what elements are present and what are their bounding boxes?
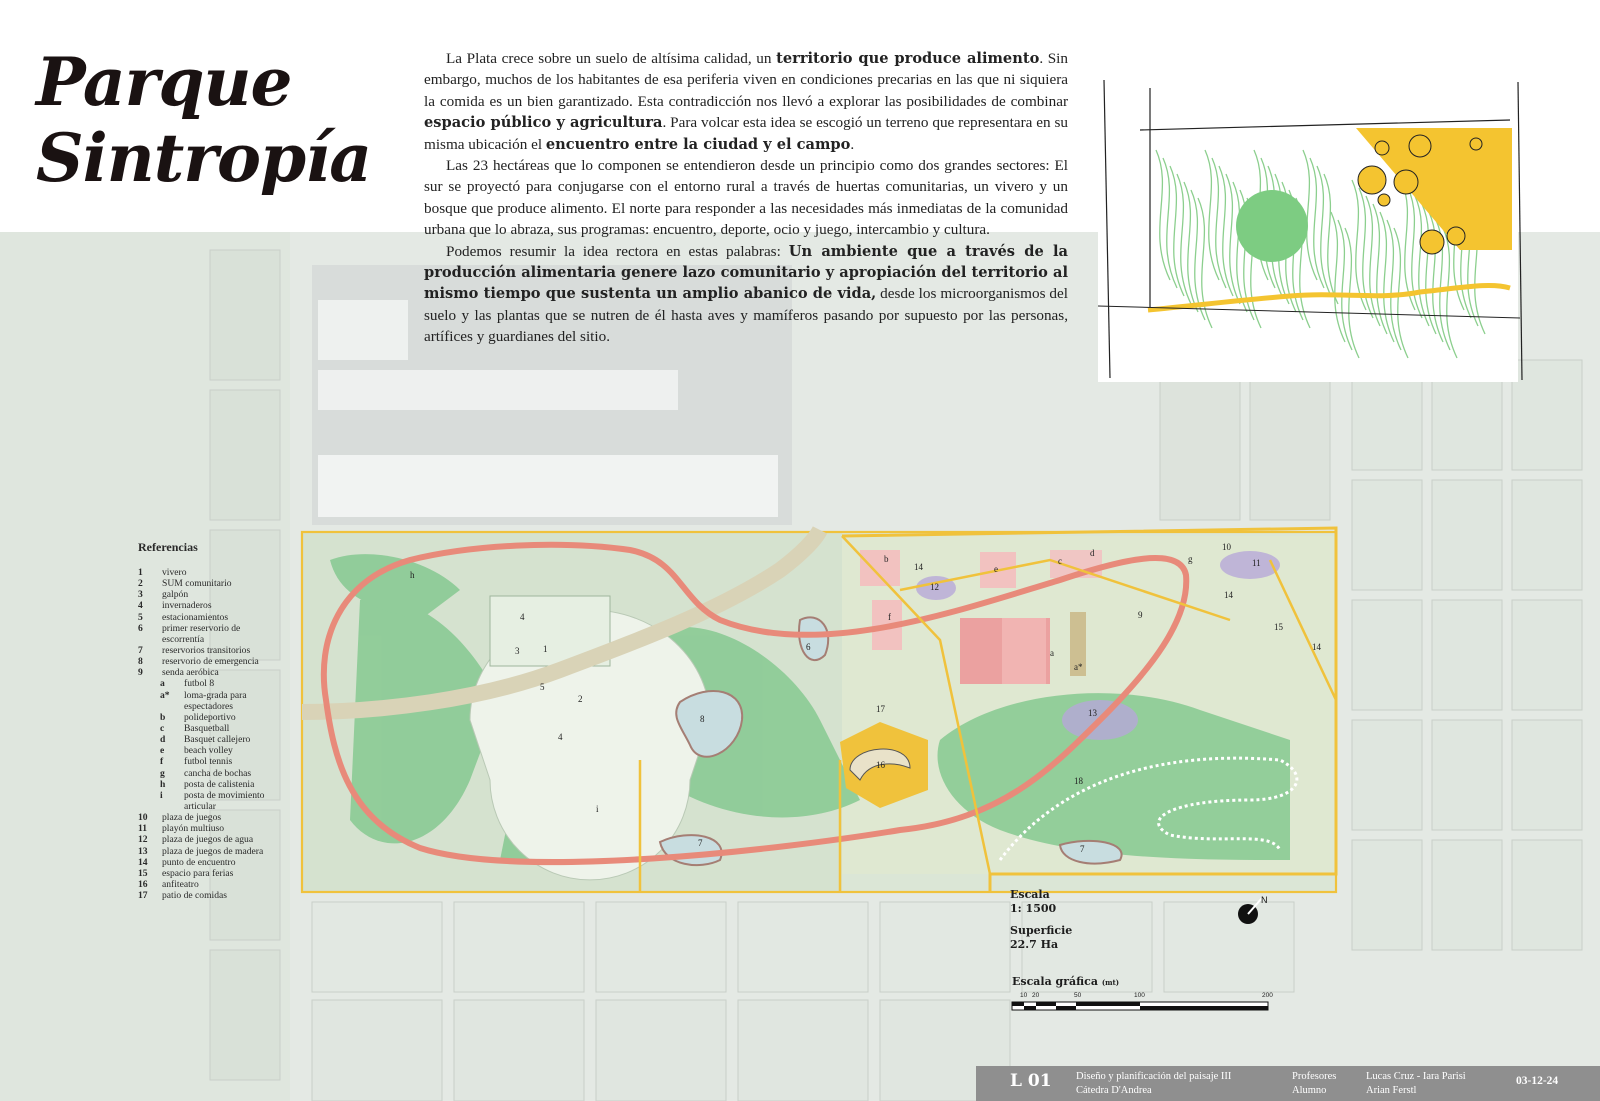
intro-text [424, 48, 1068, 348]
reference-item [138, 868, 279, 879]
intro-paragraph-2 [424, 155, 1068, 241]
reference-key: 14 [138, 856, 148, 868]
reference-label: polideportivo [184, 711, 236, 723]
reference-key: 15 [138, 867, 148, 879]
reference-label: espacio para ferias [162, 867, 234, 879]
reference-item [138, 745, 279, 756]
sketch-circle [1420, 230, 1444, 254]
plan-label: d [1090, 548, 1095, 558]
date: 03-12-24 [1516, 1075, 1559, 1087]
plan-label: 2 [578, 694, 583, 704]
reference-label: senda aeróbica [162, 667, 219, 679]
plan-label: 5 [540, 682, 545, 692]
reference-key: g [160, 767, 165, 779]
reference-label: estacionamientos [162, 611, 229, 623]
intro-text-run: Las 23 hectáreas que lo componen se entendieron desde un principio como dos grandes sectores: El sur se proyectó para conjugarse con el entorno rural a través de huertas comunitarias, un vivero y un bosque que produce alimento. El norte para responder a las necesidades más inmediatas de la comunidad urbana que lo abraza, sus programas: encuentro, deporte, ocio y juego, intercambio y cultura. [424, 157, 1068, 239]
plan-label: 4 [520, 612, 525, 622]
reference-key: 12 [138, 834, 148, 846]
reference-key: 6 [138, 622, 143, 634]
scale-tick: 100 [1134, 992, 1145, 999]
reference-item [138, 723, 279, 734]
reference-label: invernaderos [162, 600, 212, 612]
plan-label: 16 [876, 760, 885, 770]
intro-paragraph-1 [424, 48, 1068, 155]
reference-item [138, 645, 279, 656]
references-list [138, 567, 279, 901]
plan-label: 13 [1088, 708, 1097, 718]
plan-label: 4 [558, 732, 563, 742]
scale-label: Escala [1010, 888, 1050, 901]
reference-key: 8 [138, 656, 143, 668]
reference-item [138, 846, 279, 857]
reference-key: c [160, 723, 165, 734]
plan-label: a [1050, 648, 1054, 658]
reference-key: i [160, 789, 163, 801]
city-block [1352, 840, 1422, 950]
plan-label: a* [1074, 662, 1083, 672]
references-legend [138, 540, 279, 901]
scale-tick: 50 [1074, 992, 1082, 999]
reference-label: plaza de juegos [162, 812, 222, 824]
reference-item [138, 567, 279, 578]
reference-label: vivero [162, 567, 187, 578]
student-name: Arian Ferstl [1366, 1085, 1417, 1096]
plan-label: f [888, 612, 891, 622]
plan-label: g [1188, 554, 1193, 564]
city-block [738, 1000, 868, 1101]
city-block [312, 902, 442, 992]
reference-key: b [160, 711, 166, 723]
reference-key: 16 [138, 878, 148, 890]
north-label: N [1261, 895, 1268, 905]
graphic-scale-unit: (mt) [1101, 978, 1120, 987]
reference-item [138, 768, 279, 779]
city-block [454, 1000, 584, 1101]
reference-key: 7 [138, 645, 143, 656]
plan-label: 7 [698, 838, 703, 848]
city-block [210, 250, 280, 380]
reference-label: beach volley [184, 745, 233, 757]
professors-label: Profesores [1292, 1071, 1337, 1082]
footer-bar [976, 1066, 1600, 1101]
city-block [1512, 600, 1582, 710]
reference-item [138, 712, 279, 723]
reference-item [138, 578, 279, 589]
intro-text-run: . Sin embargo, muchos de los habitantes de esa periferia viven en condiciones precarias en las que ni siquiera la comida es un bien garantizado. Esta contradicción nos llevó a explorar las posibilidades de combinar [424, 50, 1068, 110]
reference-item [138, 600, 279, 611]
reference-key: f [160, 756, 164, 768]
reference-item [138, 857, 279, 868]
reference-key: h [160, 778, 166, 790]
reference-item [138, 890, 279, 901]
plan-label: 18 [1074, 776, 1083, 786]
page-title [36, 44, 371, 196]
intro-bold-text: Un ambiente que a través de la producción alimentaria genere lazo comunitario y apropiación del territorio al mismo tiempo que sustenta un amplio abanico de vida, [424, 242, 1068, 303]
plan-label: 14 [1312, 642, 1321, 652]
city-block [596, 902, 726, 992]
plan-label: 14 [1224, 590, 1233, 600]
reference-item [138, 667, 279, 678]
sketch-circle [1394, 170, 1418, 194]
reference-key: 2 [138, 578, 143, 590]
reference-label: reservorio de emergencia [162, 656, 259, 668]
plan-label: 7 [1080, 844, 1085, 854]
references-title: Referencias [138, 540, 198, 554]
reference-key: a [160, 678, 165, 690]
city-block [1432, 840, 1502, 950]
reference-key: 17 [138, 890, 148, 902]
reference-key: 9 [138, 667, 143, 679]
intro-text-run: desde los microorganismos del suelo y las plantas que se nutren de él hasta aves y mamíferos pasando por supuesto por las personas, artífices y guardianes del sitio. [424, 285, 1068, 346]
reference-label: SUM comunitario [162, 578, 232, 590]
reference-item [138, 690, 279, 712]
plan-label: i [596, 804, 599, 814]
city-block [1512, 720, 1582, 830]
intro-bold-text: territorio que produce alimento [776, 50, 1040, 67]
reference-label: Basquet callejero [184, 734, 251, 746]
scale-value: 1: 1500 [1010, 902, 1057, 915]
reference-key: 3 [138, 589, 143, 601]
reference-key: 10 [138, 812, 148, 824]
scale-tick: 10 [1020, 992, 1028, 999]
reference-key: 11 [138, 823, 148, 835]
sheet-code: L 01 [1010, 1071, 1052, 1091]
reference-key: d [160, 734, 166, 746]
intro-bold-text: espacio público y agricultura [424, 114, 663, 132]
reference-label: futbol tennis [184, 756, 233, 768]
plan-label: 15 [1274, 622, 1283, 632]
plan-label: 10 [1222, 542, 1231, 552]
scale-tick: 20 [1032, 992, 1040, 999]
reference-label: patio de comidas [162, 890, 228, 902]
surface-value: 22.7 Ha [1010, 938, 1059, 951]
title-line-2: Sintropía [36, 119, 371, 197]
reference-item [138, 678, 279, 689]
title-line-1: Parque [36, 43, 292, 121]
sketch-circle [1358, 166, 1386, 194]
graphic-scale-label: Escala gráfica [1012, 975, 1098, 988]
intro-text-run: Podemos resumir la idea rectora en estas palabras: [446, 242, 789, 260]
city-block [1432, 720, 1502, 830]
city-block [312, 1000, 442, 1101]
plan-label: 6 [806, 642, 811, 652]
intro-text-run: . Para volcar esta idea se escogió un terreno que representara en su misma ubicación el [424, 114, 1068, 153]
reference-item [138, 612, 279, 623]
reference-key: 1 [138, 567, 143, 578]
sketch-circle [1375, 141, 1389, 155]
sketch-circle [1447, 227, 1465, 245]
scale-tick: 200 [1262, 992, 1273, 999]
city-block [454, 902, 584, 992]
reference-key: a* [160, 689, 170, 701]
city-block [596, 1000, 726, 1101]
plan-label: 11 [1252, 558, 1261, 568]
reference-label: galpón [162, 589, 189, 601]
reference-label: plaza de juegos de agua [162, 834, 254, 846]
plan-label: 17 [876, 704, 885, 714]
intro-bold-text: encuentro entre la ciudad y el campo [545, 135, 851, 153]
reference-item [138, 823, 279, 834]
plan-label: b [884, 554, 889, 564]
chair-name: Cátedra D'Andrea [1076, 1085, 1152, 1096]
city-block [1512, 840, 1582, 950]
reference-label: futbol 8 [184, 678, 215, 690]
reference-item [138, 589, 279, 600]
plan-label: c [1058, 556, 1062, 566]
reference-key: 13 [138, 845, 148, 857]
reference-item [138, 734, 279, 745]
reference-label: posta de movimiento articular [184, 789, 265, 812]
professors-names: Lucas Cruz - Iara Parisi [1366, 1071, 1466, 1082]
reference-label: cancha de bochas [184, 767, 252, 779]
reference-item [138, 879, 279, 890]
reference-label: posta de calistenia [184, 778, 255, 790]
plan-label: 3 [515, 646, 520, 656]
intro-text-run: . [850, 135, 855, 153]
sketch-circle [1378, 194, 1390, 206]
city-block [1164, 902, 1294, 992]
plan-label: 14 [914, 562, 923, 572]
reference-item [138, 756, 279, 767]
city-block [1432, 480, 1502, 590]
reference-label: punto de encuentro [162, 856, 236, 868]
concept-sketch [1098, 80, 1522, 382]
reference-key: e [160, 745, 165, 757]
sketch-circle [1409, 135, 1431, 157]
intro-paragraph-3 [424, 241, 1068, 348]
city-block [1512, 480, 1582, 590]
plan-label: h [410, 570, 415, 580]
plan-label: 1 [543, 644, 548, 654]
city-block [210, 950, 280, 1080]
reference-item [138, 779, 279, 790]
sketch-circle [1470, 138, 1482, 150]
reference-item [138, 623, 279, 645]
city-block [738, 902, 868, 992]
reference-item [138, 834, 279, 845]
city-block [880, 902, 1010, 992]
city-block [1352, 600, 1422, 710]
reference-item [138, 656, 279, 667]
reference-item [138, 790, 279, 812]
intro-text-run: La Plata crece sobre un suelo de altísima calidad, un [446, 50, 777, 67]
reference-key: 4 [138, 600, 143, 612]
surface-label: Superficie [1010, 924, 1073, 937]
city-block [1352, 720, 1422, 830]
city-block [1432, 600, 1502, 710]
reference-item [138, 812, 279, 823]
graphic-scale-bar [1012, 1002, 1268, 1010]
plan-label: 8 [700, 714, 705, 724]
scale-info [1010, 888, 1072, 952]
reference-label: Basquetball [184, 723, 230, 734]
reference-label: plaza de juegos de madera [162, 845, 264, 857]
graphic-scale-title [1012, 975, 1119, 988]
city-block [1352, 480, 1422, 590]
reference-label: reservorios transitorios [162, 645, 251, 656]
plan-label: e [994, 564, 998, 574]
reference-label: primer reservorio de escorrentía [162, 622, 241, 645]
reference-key: 5 [138, 611, 143, 623]
reference-label: playón multiuso [162, 823, 225, 835]
plan-label: 9 [1138, 610, 1143, 620]
reference-label: loma-grada para espectadores [184, 689, 247, 712]
student-label: Alumno [1292, 1085, 1327, 1096]
city-block [210, 390, 280, 520]
reference-label: anfiteatro [162, 878, 199, 890]
course-name: Diseño y planificación del paisaje III [1076, 1071, 1232, 1082]
plan-label: 12 [930, 582, 939, 592]
